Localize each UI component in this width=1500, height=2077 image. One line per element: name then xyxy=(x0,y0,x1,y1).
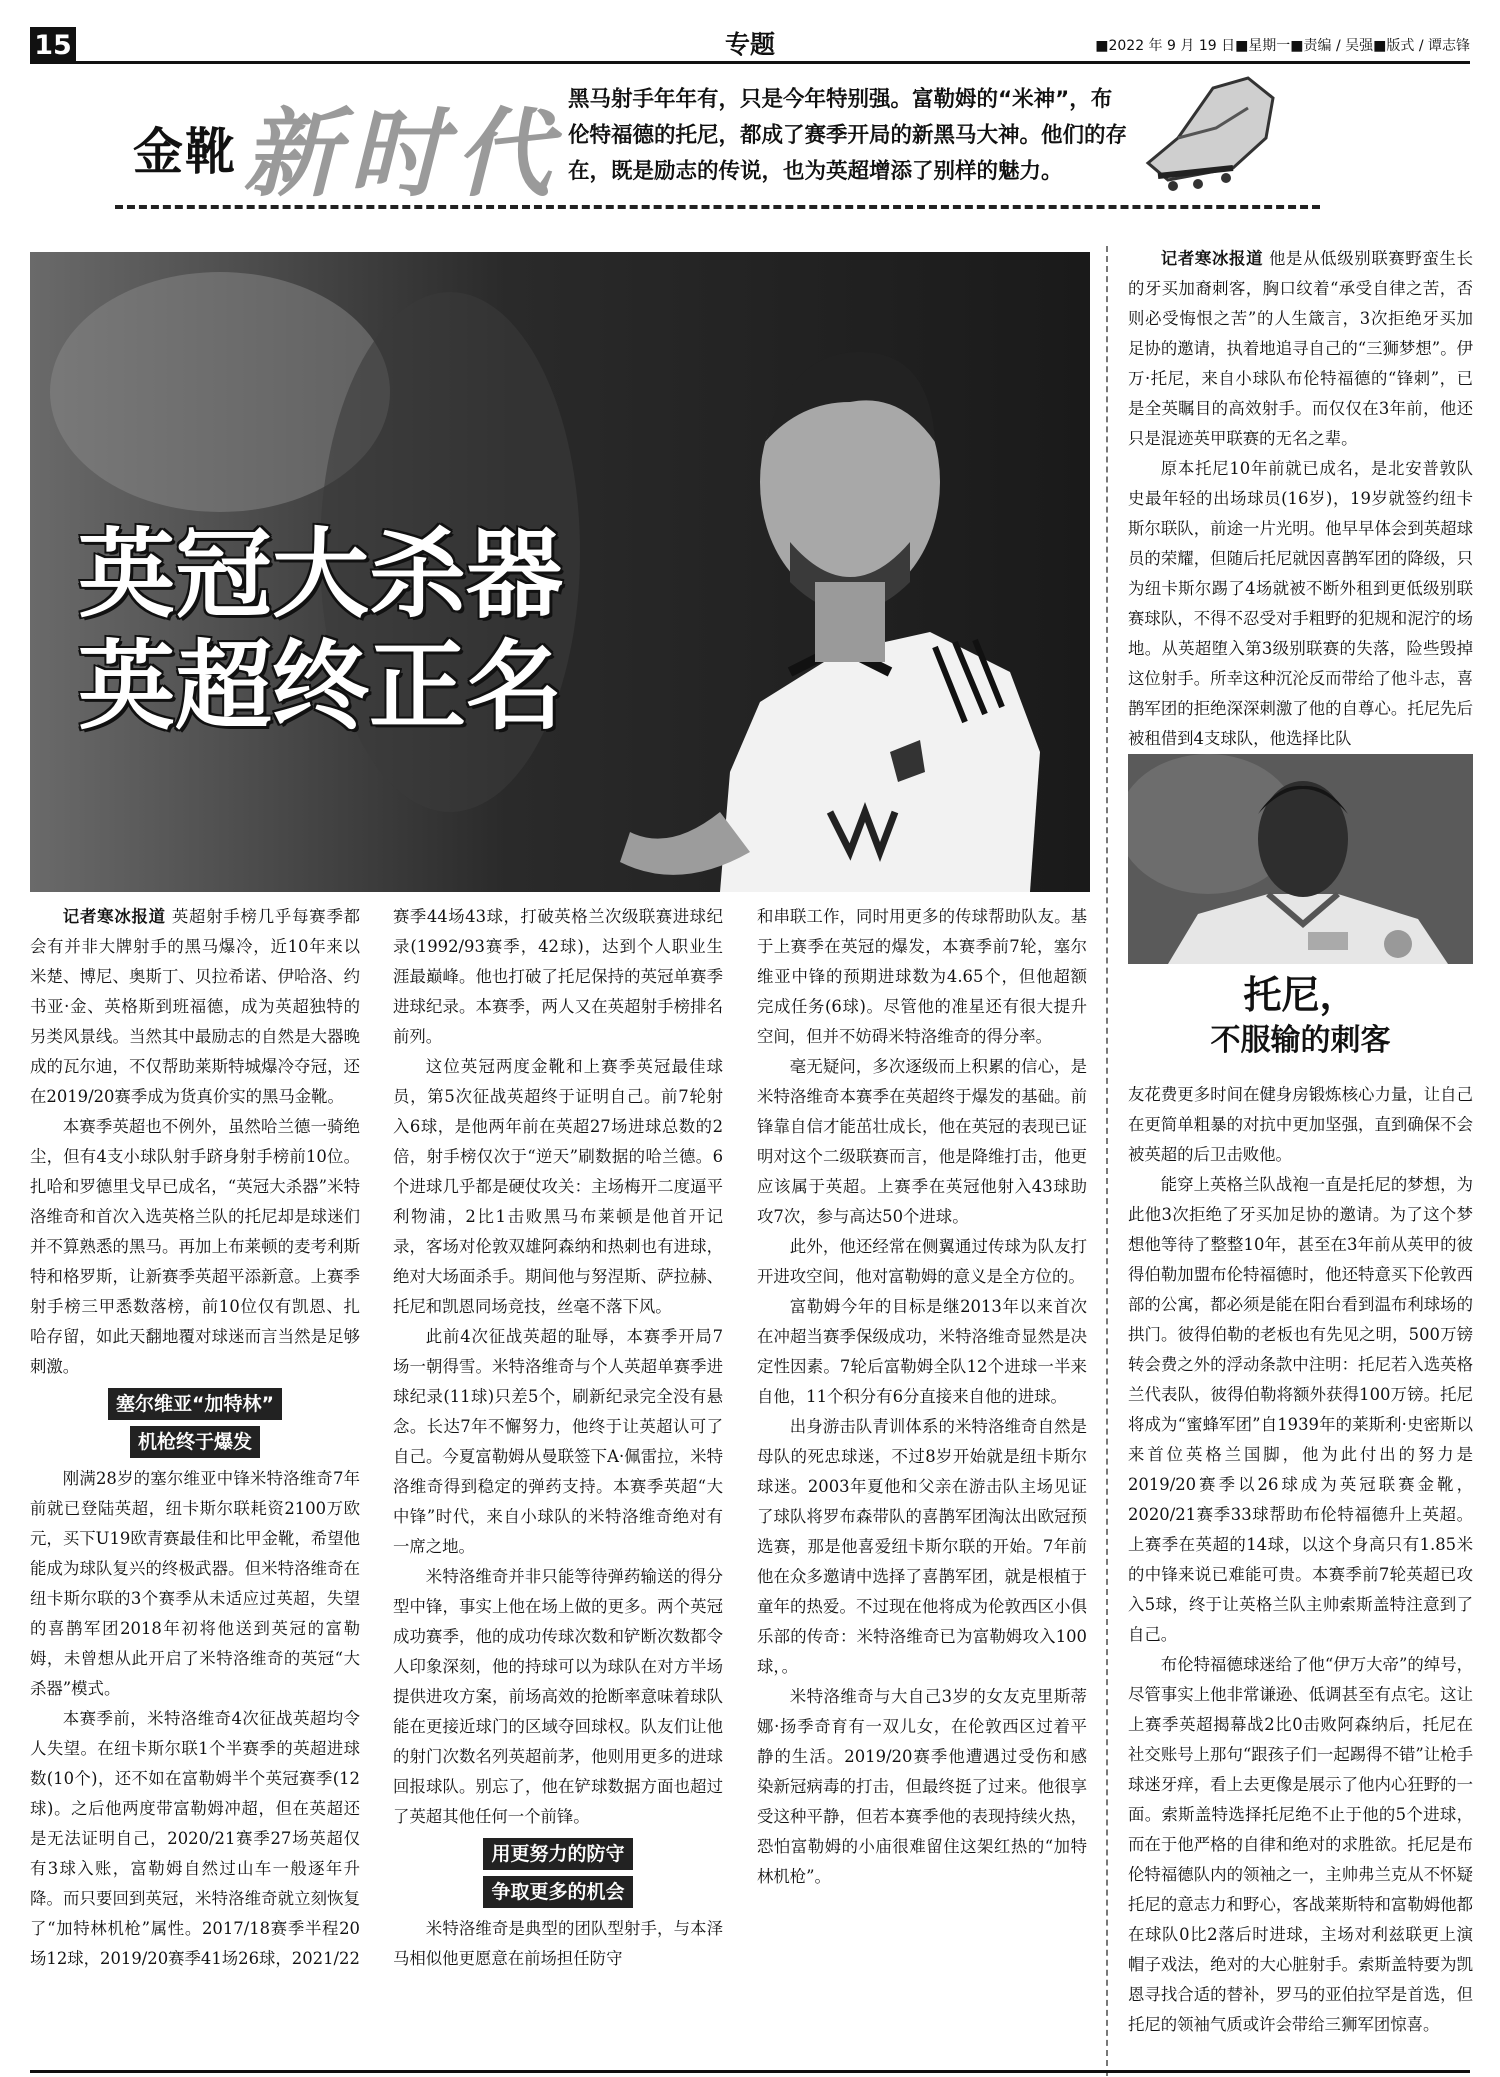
article-column-2 xyxy=(393,902,723,1974)
sidebar-text-top xyxy=(1128,244,1473,754)
subheading-1-line-1: 塞尔维亚“加特林” xyxy=(108,1388,282,1420)
paragraph: 原本托尼10年前就已成名，是北安普敦队史最年轻的出场球员(16岁)，19岁就签约纽卡斯尔联队，前途一片光明。他早早体会到英超球员的荣耀，但随后托尼就因喜鹊军团的降级，只为纽卡斯尔踢了4场就被不断外租到更低级别联赛球队，不得不忍受对手粗野的犯规和泥泞的场地。从英超堕入第3级别联赛的失落，险些毁掉这位射手。所幸这种沉沦反而带给了他斗志，喜鹊军团的拒绝深深刺激了他的自尊心。托尼先后被租借到4支球队，他选择比队 xyxy=(1128,459,1473,748)
sidebar-title-line-2: 不服输的刺客 xyxy=(1210,1023,1391,1058)
paragraph: 英超射手榜几乎每赛季都会有并非大牌射手的黑马爆冷，近10年来以米楚、博尼、奥斯丁、贝拉希诺、伊哈洛、约书亚·金、英格斯到班福德，成为英超独特的另类风景线。当然其中最励志的自然是大器晚成的瓦尔迪，不仅帮助莱斯特城爆冷夺冠，还在2019/20赛季成为货真价实的黑马金靴。 xyxy=(30,907,361,1106)
subheading-2-line-1: 用更努力的防守 xyxy=(483,1838,632,1870)
football-boot-icon xyxy=(1138,68,1288,200)
paragraph: 能穿上英格兰队战袍一直是托尼的梦想，为此他3次拒绝了牙买加足协的邀请。为了这个梦想他等待了整整10年，甚至在3年前从英甲的彼得伯勒加盟布伦特福德时，他还特意买下伦敦西部的公寓，都必须是能在阳台看到温布利球场的拱门。彼得伯勒的老板也有先见之明，500万镑转会费之外的浮动条款中注明：托尼若入选英格兰代表队，彼得伯勒将额外获得100万镑。托尼将成为“蜜蜂军团”自1939年的莱斯利·史密斯以来首位英格兰国脚，他为此付出的努力是2019/20赛季以26球成为英冠联赛金靴，2020/21赛季33球帮助布伦特福德升上英超。上赛季在英超的14球，以这个身高只有1.85米的中锋来说已难能可贵。本赛季前7轮英超已攻入5球，终于让英格兰队主帅索斯盖特注意到了自己。 xyxy=(1128,1175,1473,1644)
paragraph: 米特洛维奇并非只能等待弹药输送的得分型中锋，事实上他在场上做的更多。两个英冠成功赛季，他的成功传球次数和铲断次数都令人印象深刻，他的持球可以为球队在对方半场提供进攻方案，前场高效的抢断率意味着球队能在更接近球门的区域夺回球权。队友们让他的射门次数名列英超前茅，他则用更多的进球回报球队。别忘了，他在铲球数据方面也超过了英超其他任何一个前锋。 xyxy=(393,1567,723,1826)
paragraph: 此前4次征战英超的耻辱，本赛季开局7场一朝得雪。米特洛维奇与个人英超单赛季进球纪录(11球)只差5个，刷新纪录完全没有悬念。长达7年不懈努力，他终于让英超认可了自己。今夏富勒姆从曼联签下A·佩雷拉，米特洛维奇得到稳定的弹药支持。本赛季英超“大中锋”时代，来自小球队的米特洛维奇绝对有一席之地。 xyxy=(393,1327,723,1556)
paragraph: 米特洛维奇是典型的团队型射手，与本泽马相似他更愿意在前场担任防守 xyxy=(393,1919,723,1968)
paragraph: 出身游击队青训体系的米特洛维奇自然是母队的死忠球迷，不过8岁开始就是纽卡斯尔球迷。2003年夏他和父亲在游击队主场见证了球队将罗布森带队的喜鹊军团淘汰出欧冠预选赛，那是他喜爱纽卡斯尔联的开始。7年前他在众多邀请中选择了喜鹊军团，就是根植于童年的热爱。不过现在他将成为伦敦西区小俱乐部的传奇：米特洛维奇已为富勒姆攻入100球，。 xyxy=(757,1417,1087,1676)
page-header xyxy=(30,27,1470,64)
article-column-1 xyxy=(30,902,360,1974)
paragraph: 此外，他还经常在侧翼通过传球为队友打开进攻空间，他对富勒姆的意义是全方位的。 xyxy=(757,1237,1087,1286)
photo-toney xyxy=(1128,754,1473,964)
article-column-3 xyxy=(757,902,1087,1892)
header-divider xyxy=(115,205,1320,209)
paragraph: 毫无疑问，多次逐级而上积累的信心，是米特洛维奇本赛季在英超终于爆发的基础。前锋靠自信才能茁壮成长，他在英冠的表现已证明对这个二级联赛而言，他是降维打击，他更应该属于英超。上赛季在英冠他射入43球助攻7次，参与高达50个进球。 xyxy=(757,1057,1087,1226)
byline: 记者寒冰报道 xyxy=(62,907,166,926)
paragraph: 赛季44场43球，打破英格兰次级联赛进球纪录(1992/93赛季，42球)，达到个人职业生涯最巅峰。他也打破了托尼保持的英冠单赛季进球纪录。本赛季，两人又在英超射手榜排名前列。 xyxy=(393,907,723,1046)
subheading-2-line-2: 争取更多的机会 xyxy=(483,1876,632,1908)
paragraph: 他是从低级别联赛野蛮生长的牙买加裔刺客，胸口纹着“承受自律之苦，否则必受悔恨之苦”的人生箴言，3次拒绝牙买加足协的邀请，执着地追寻自己的“三狮梦想”。伊万·托尼，来自小球队布伦特福德的“锋刺”，已是全英瞩目的高效射手。而仅仅在3年前，他还只是混迹英甲联赛的无名之辈。 xyxy=(1128,249,1473,448)
sidebar-title xyxy=(1128,970,1473,1062)
headline-line-1: 英冠大杀器 xyxy=(78,517,563,631)
paragraph: 这位英冠两度金靴和上赛季英冠最佳球员，第5次征战英超终于证明自己。前7轮射入6球，是他两年前在英超27场进球总数的2倍，射手榜仅次于“逆天”刷数据的哈兰德。6个进球几乎都是硬仗攻关：主场梅开二度逼平利物浦，2比1击败黑马布莱顿是他首开记录，客场对伦敦双雄阿森纳和热刺也有进球，绝对大场面杀手。期间他与努涅斯、萨拉赫、托尼和凯恩同场竞技，丝毫不落下风。 xyxy=(393,1057,723,1316)
headline-line-2: 英超终正名 xyxy=(78,629,563,743)
logo-golden-boot: 金靴 xyxy=(133,122,237,181)
paragraph: 富勒姆今年的目标是继2013年以来首次在冲超当赛季保级成功，米特洛维奇显然是决定性因素。7轮后富勒姆全队12个进球一半来自他，11个积分有6分直接来自他的进球。 xyxy=(757,1297,1087,1406)
subheading-1-line-2: 机枪终于爆发 xyxy=(130,1426,260,1458)
feature-intro: 黑马射手年年有，只是今年特别强。富勒姆的“米神”，布伦特福德的托尼，都成了赛季开局的新黑马大神。他们的存在，既是励志的传说，也为英超增添了别样的魅力。 xyxy=(568,87,1128,184)
paragraph: 本赛季英超也不例外，虽然哈兰德一骑绝尘，但有4支小球队射手跻身射手榜前10位。扎哈和罗德里戈早已成名，“英冠大杀器”米特洛维奇和首次入选英格兰队的托尼却是球迷们并不算熟悉的黑马。再加上布莱顿的麦考利斯特和格罗斯，让新赛季英超平添新意。上赛季射手榜三甲悉数落榜，前10位仅有凯恩、扎哈存留，如此天翻地覆对球迷而言当然是足够刺激。 xyxy=(30,1117,360,1376)
main-headline xyxy=(78,518,563,742)
page-footer-rule xyxy=(30,2070,1470,2073)
sidebar-text-bottom xyxy=(1128,1080,1473,2040)
paragraph: 友花费更多时间在健身房锻炼核心力量，让自己在更简单粗暴的对抗中更加坚强，直到确保不会被英超的后卫击败他。 xyxy=(1128,1085,1473,1164)
paragraph: 刚满28岁的塞尔维亚中锋米特洛维奇7年前就已登陆英超，纽卡斯尔联耗资2100万欧元，买下U19欧青赛最佳和比甲金靴，希望他能成为球队复兴的终极武器。但米特洛维奇在纽卡斯尔联的3个赛季从未适应过英超，失望的喜鹊军团2018年初将他送到英冠的富勒姆，未曾想从此开启了米特洛维奇的英冠“大杀器”模式。 xyxy=(30,1469,360,1698)
byline: 记者寒冰报道 xyxy=(1160,249,1264,268)
dateline: ■2022 年 9 月 19 日■星期一■责编 / 吴强■版式 / 谭志锋 xyxy=(1095,38,1470,54)
column-divider xyxy=(1106,246,1108,2076)
section-title: 专题 xyxy=(724,30,775,59)
page-number: 15 xyxy=(30,27,76,64)
paragraph: 米特洛维奇与大自己3岁的女友克里斯蒂娜·扬季奇育有一双儿女，在伦敦西区过着平静的生活。2019/20赛季他遭遇过受伤和感染新冠病毒的打击，但最终挺了过来。他很享受这种平静，但若本赛季他的表现持续火热，恐怕富勒姆的小庙很难留住这架红热的“加特林机枪”。 xyxy=(757,1687,1087,1886)
sidebar-title-line-1: 托尼， xyxy=(1243,973,1358,1017)
logo-new-era: 新时代 xyxy=(243,97,561,210)
paragraph: 布伦特福德球迷给了他“伊万大帝”的绰号，尽管事实上他非常谦逊、低调甚至有点宅。这让上赛季英超揭幕战2比0击败阿森纳后，托尼在社交账号上那句“跟孩子们一起踢得不错”让枪手球迷牙痒，看上去更像是展示了他内心狂野的一面。索斯盖特选择托尼绝不止于他的5个进球，而在于他严格的自律和绝对的求胜欲。托尼是布伦特福德队内的领袖之一，主帅弗兰克从不怀疑托尼的意志力和野心，客战莱斯特和富勒姆他都在球队0比2落后时进球，主场对利兹联更上演帽子戏法，绝对的大心脏射手。索斯盖特要为凯恩寻找合适的替补，罗马的亚伯拉罕是首选，但托尼的领袖气质或许会带给三狮军团惊喜。 xyxy=(1128,1655,1473,2034)
paragraph: 本赛季前，米特洛维奇4次征战英超均令人失望。在纽卡斯尔联1个半赛季的英超进球数(10个)，还不如在富勒姆半个英冠赛季(12球)。之后他两度带富勒姆冲超，但在英超还是无法证明自己，2020/21赛季27场英超仅有3球入账，富勒姆自然过山车一般逐年升降。而只要回到英冠，米特洛维奇就立刻恢复了“加特林机枪”属性。2017/18赛季半程20场12球，2019/20赛季41场26球，2021/22 xyxy=(30,1709,360,1968)
paragraph: 和串联工作，同时用更多的传球帮助队友。基于上赛季在英冠的爆发，本赛季前7轮，塞尔维亚中锋的预期进球数为4.65个，但他超额完成任务(6球)。尽管他的准星还有很大提升空间，但并不妨碍米特洛维奇的得分率。 xyxy=(757,907,1087,1046)
